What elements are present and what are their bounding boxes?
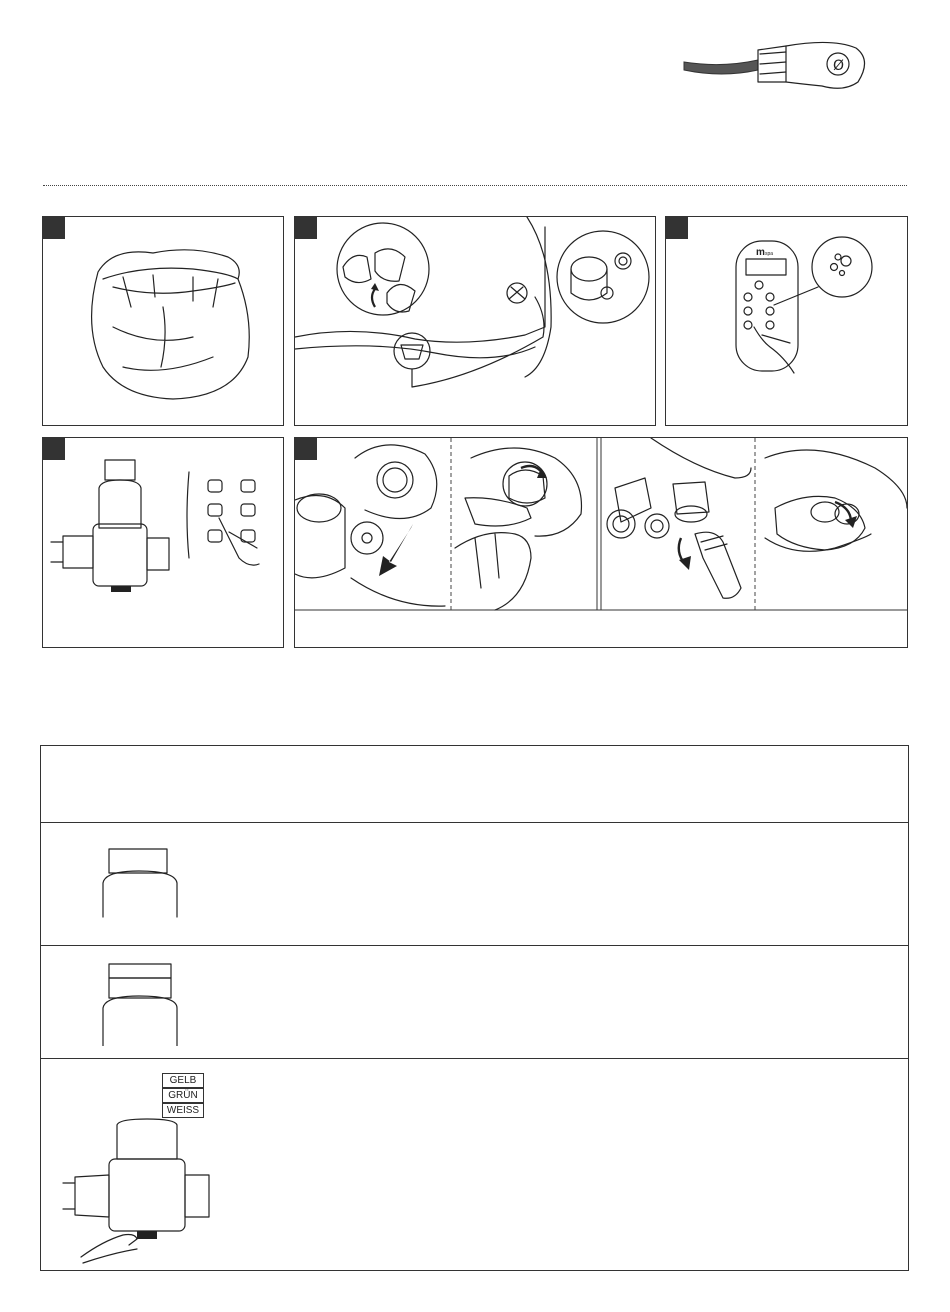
filter-label-gruen: GRÜN — [162, 1088, 204, 1103]
step-1-badge — [43, 217, 65, 239]
plug-symbol: Ø — [833, 58, 845, 74]
filter-assembly-icon — [53, 1117, 223, 1267]
remote-control-illustration — [666, 217, 907, 425]
step-3-badge — [666, 217, 688, 239]
step-5-caption — [305, 618, 895, 638]
remote-brand-suffix: spa — [765, 251, 774, 257]
remote-brand: m — [756, 247, 765, 258]
filter-control-illustration — [43, 438, 283, 647]
filter-cap-tall-icon — [99, 962, 183, 1046]
table-row — [41, 1058, 908, 1270]
table-header — [41, 746, 908, 822]
step-5-badge — [295, 438, 317, 460]
cover-bag-illustration — [43, 217, 283, 425]
table-row-text — [221, 960, 891, 1046]
step-1-panel — [42, 216, 284, 426]
step-3-panel — [665, 216, 908, 426]
table-row-text — [251, 1073, 891, 1253]
step-4-panel — [42, 437, 284, 648]
table-row — [41, 822, 908, 946]
table-row-text — [221, 837, 891, 933]
filter-label-weiss: WEISS — [162, 1103, 204, 1118]
dotted-divider — [43, 185, 907, 186]
hose-disconnect-illustration — [295, 438, 907, 647]
hose-connection-illustration — [295, 217, 655, 425]
filter-label-gelb: GELB — [162, 1073, 204, 1088]
step-5-panel — [294, 437, 908, 648]
table-row — [41, 945, 908, 1059]
step-2-panel — [294, 216, 656, 426]
filter-cap-icon — [99, 847, 183, 919]
step-4-badge — [43, 438, 65, 460]
step-2-badge — [295, 217, 317, 239]
table-header-text — [57, 760, 887, 808]
plug-illustration — [682, 40, 872, 100]
filter-table — [40, 745, 909, 1271]
